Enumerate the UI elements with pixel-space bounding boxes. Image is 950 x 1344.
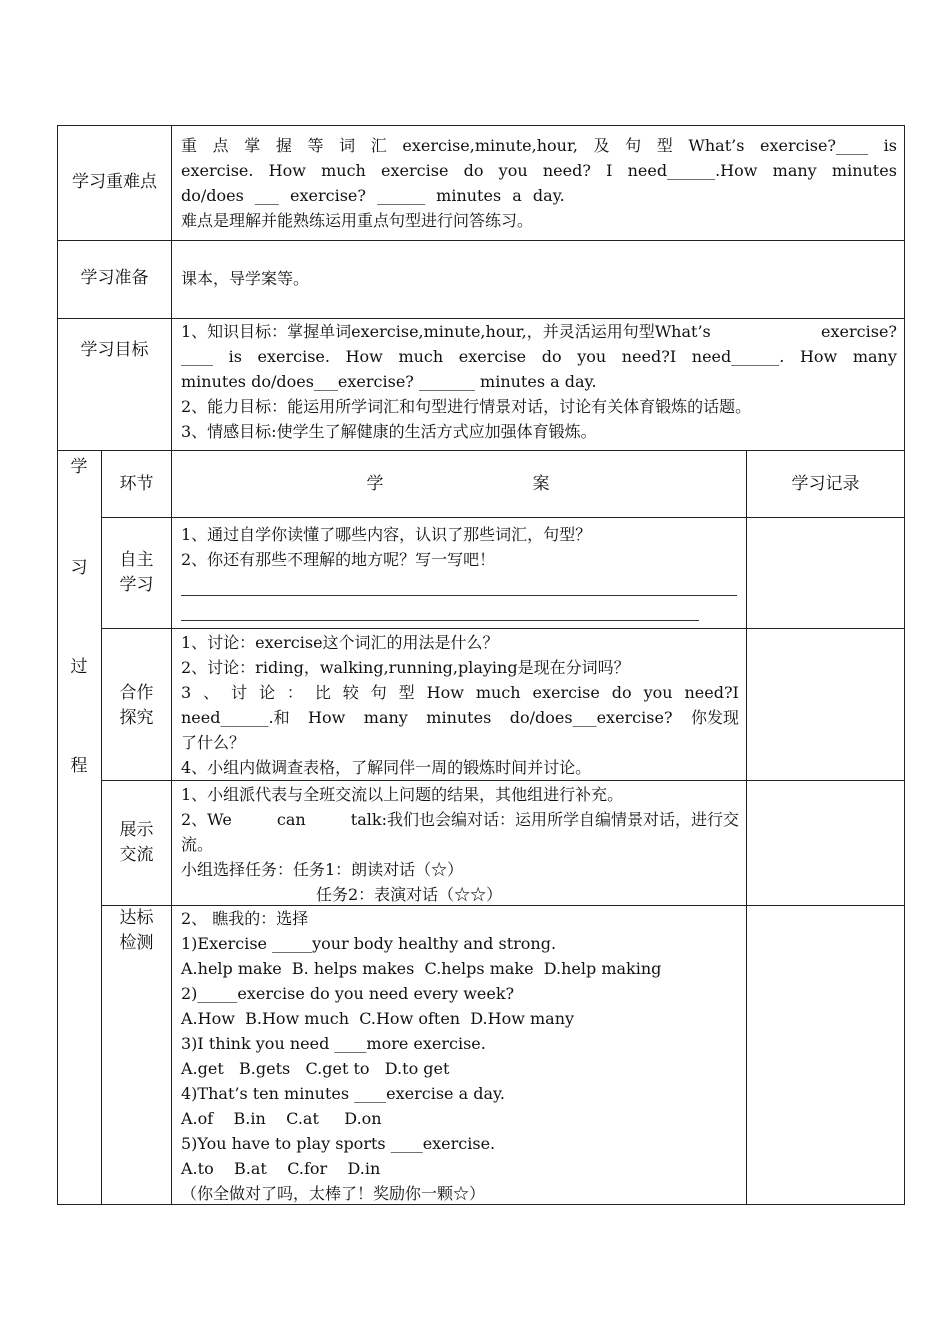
difficulty-line-4: 难点是理解并能熟练运用重点句型进行问答练习。	[181, 211, 534, 230]
objectives-content	[181, 319, 897, 444]
cooperation-content	[181, 630, 739, 780]
check-content	[181, 906, 741, 1206]
process-side-char-4: 程	[70, 756, 88, 776]
check-question-1: 1)Exercise _____your body healthy and strong.	[181, 934, 557, 953]
rule-stage-column	[171, 450, 172, 1205]
self-study-writing-line-2[interactable]	[181, 620, 699, 621]
record-cell-self-study[interactable]	[747, 518, 904, 628]
cooperation-line-5: 了什么？	[181, 733, 246, 752]
cooperation-line-3: 3 、 讨 论 ： 比 较 句 型 How much exercise do you need?I	[181, 683, 739, 702]
rule-after-objectives	[57, 450, 905, 451]
header-plan-left: 学	[366, 474, 384, 494]
check-line-1: 2、 瞧我的：选择	[181, 909, 309, 928]
check-reward: （你全做对了吗，太棒了！奖励你一颗☆）	[181, 1184, 486, 1203]
check-question-4: 4)That’s ten minutes ____exercise a day.	[181, 1084, 505, 1103]
presentation-line-3: 流。	[181, 835, 214, 854]
check-question-3: 3)I think you need ____more exercise.	[181, 1034, 486, 1053]
check-options-5: A.to B.at C.for D.in	[181, 1159, 381, 1178]
process-side-char-3: 过	[70, 657, 88, 677]
preparation-content: 课本，导学案等。	[181, 269, 310, 288]
presentation-label: 展示 交流	[119, 820, 154, 865]
check-question-2: 2)_____exercise do you need every week?	[181, 984, 515, 1003]
cooperation-line-2: 2、讨论：riding，walking,running,playing是现在分词吗？	[181, 658, 630, 677]
rule-right	[904, 125, 905, 1205]
objectives-line-4: 2、能力目标：能运用所学词汇和句型进行情景对话，讨论有关体育锻炼的话题。	[181, 397, 752, 416]
check-options-1: A.help make B. helps makes C.helps make D.help making	[181, 959, 662, 978]
check-question-5: 5)You have to play sports ____exercise.	[181, 1134, 496, 1153]
process-side-char-1: 学	[70, 457, 88, 477]
cooperation-line-6: 4、小组内做调查表格，了解同伴一周的锻炼时间并讨论。	[181, 758, 592, 777]
record-cell-cooperation[interactable]	[747, 629, 904, 780]
rule-label-column	[171, 125, 172, 451]
self-study-line-1: 1、通过自学你读懂了哪些内容，认识了那些词汇，句型？	[181, 525, 592, 544]
difficulty-line-1: 重 点 掌 握 等 词 汇 exercise,minute,hour, 及 句 型 What’s exercise?____ is	[181, 136, 897, 155]
difficulty-label: 学习重难点	[72, 172, 157, 192]
process-side-char-2: 习	[70, 558, 88, 578]
presentation-content	[181, 782, 739, 882]
header-plan-right: 案	[532, 474, 550, 494]
check-label: 达标 检测	[119, 908, 154, 953]
self-study-content	[181, 522, 741, 572]
difficulty-content	[181, 133, 897, 233]
rule-top	[57, 125, 905, 126]
check-options-2: A.How B.How much C.How often D.How many	[181, 1009, 575, 1028]
record-cell-check[interactable]	[747, 906, 904, 1204]
objectives-line-3: minutes do/does___exercise? _______ minutes a day.	[181, 372, 597, 391]
difficulty-line-3: do/does ___ exercise? ______ minutes a day.	[181, 186, 565, 205]
objectives-line-5: 3、情感目标:使学生了解健康的生活方式应加强体育锻炼。	[181, 422, 597, 441]
objectives-line-2: ____ is exercise. How much exercise do you need?I need______. How many	[181, 347, 897, 366]
rule-after-difficulty	[57, 240, 905, 241]
header-record: 学习记录	[791, 474, 860, 494]
check-options-4: A.of B.in C.at D.on	[181, 1109, 382, 1128]
presentation-task-2: 任务2：表演对话（☆☆）	[316, 885, 503, 904]
self-study-writing-line-1[interactable]	[181, 595, 737, 596]
objectives-line-1: 1、知识目标：掌握单词exercise,minute,hour,，并灵活运用句型What’s exercise?	[181, 322, 897, 341]
record-cell-presentation[interactable]	[747, 781, 904, 905]
difficulty-line-2: exercise. How much exercise do you need? I need______.How many minutes	[181, 161, 897, 180]
check-options-3: A.get B.gets C.get to D.to get	[181, 1059, 450, 1078]
self-study-line-2: 2、你还有那些不理解的地方呢？写一写吧！	[181, 550, 496, 569]
presentation-line-2: 2、We can talk:我们也会编对话：运用所学自编情景对话，进行交	[181, 810, 739, 829]
cooperation-label: 合作 探究	[119, 683, 154, 728]
header-stage: 环节	[119, 474, 154, 494]
presentation-line-1: 1、小组派代表与全班交流以上问题的结果，其他组进行补充。	[181, 785, 624, 804]
objectives-label: 学习目标	[80, 340, 149, 360]
presentation-line-4: 小组选择任务：任务1：朗读对话（☆）	[181, 860, 464, 879]
cooperation-line-1: 1、讨论：exercise这个词汇的用法是什么？	[181, 633, 499, 652]
preparation-label: 学习准备	[80, 268, 149, 288]
self-study-label: 自主 学习	[119, 550, 154, 595]
cooperation-line-4: need______.和 How many minutes do/does___exercise? 你发现	[181, 708, 739, 727]
